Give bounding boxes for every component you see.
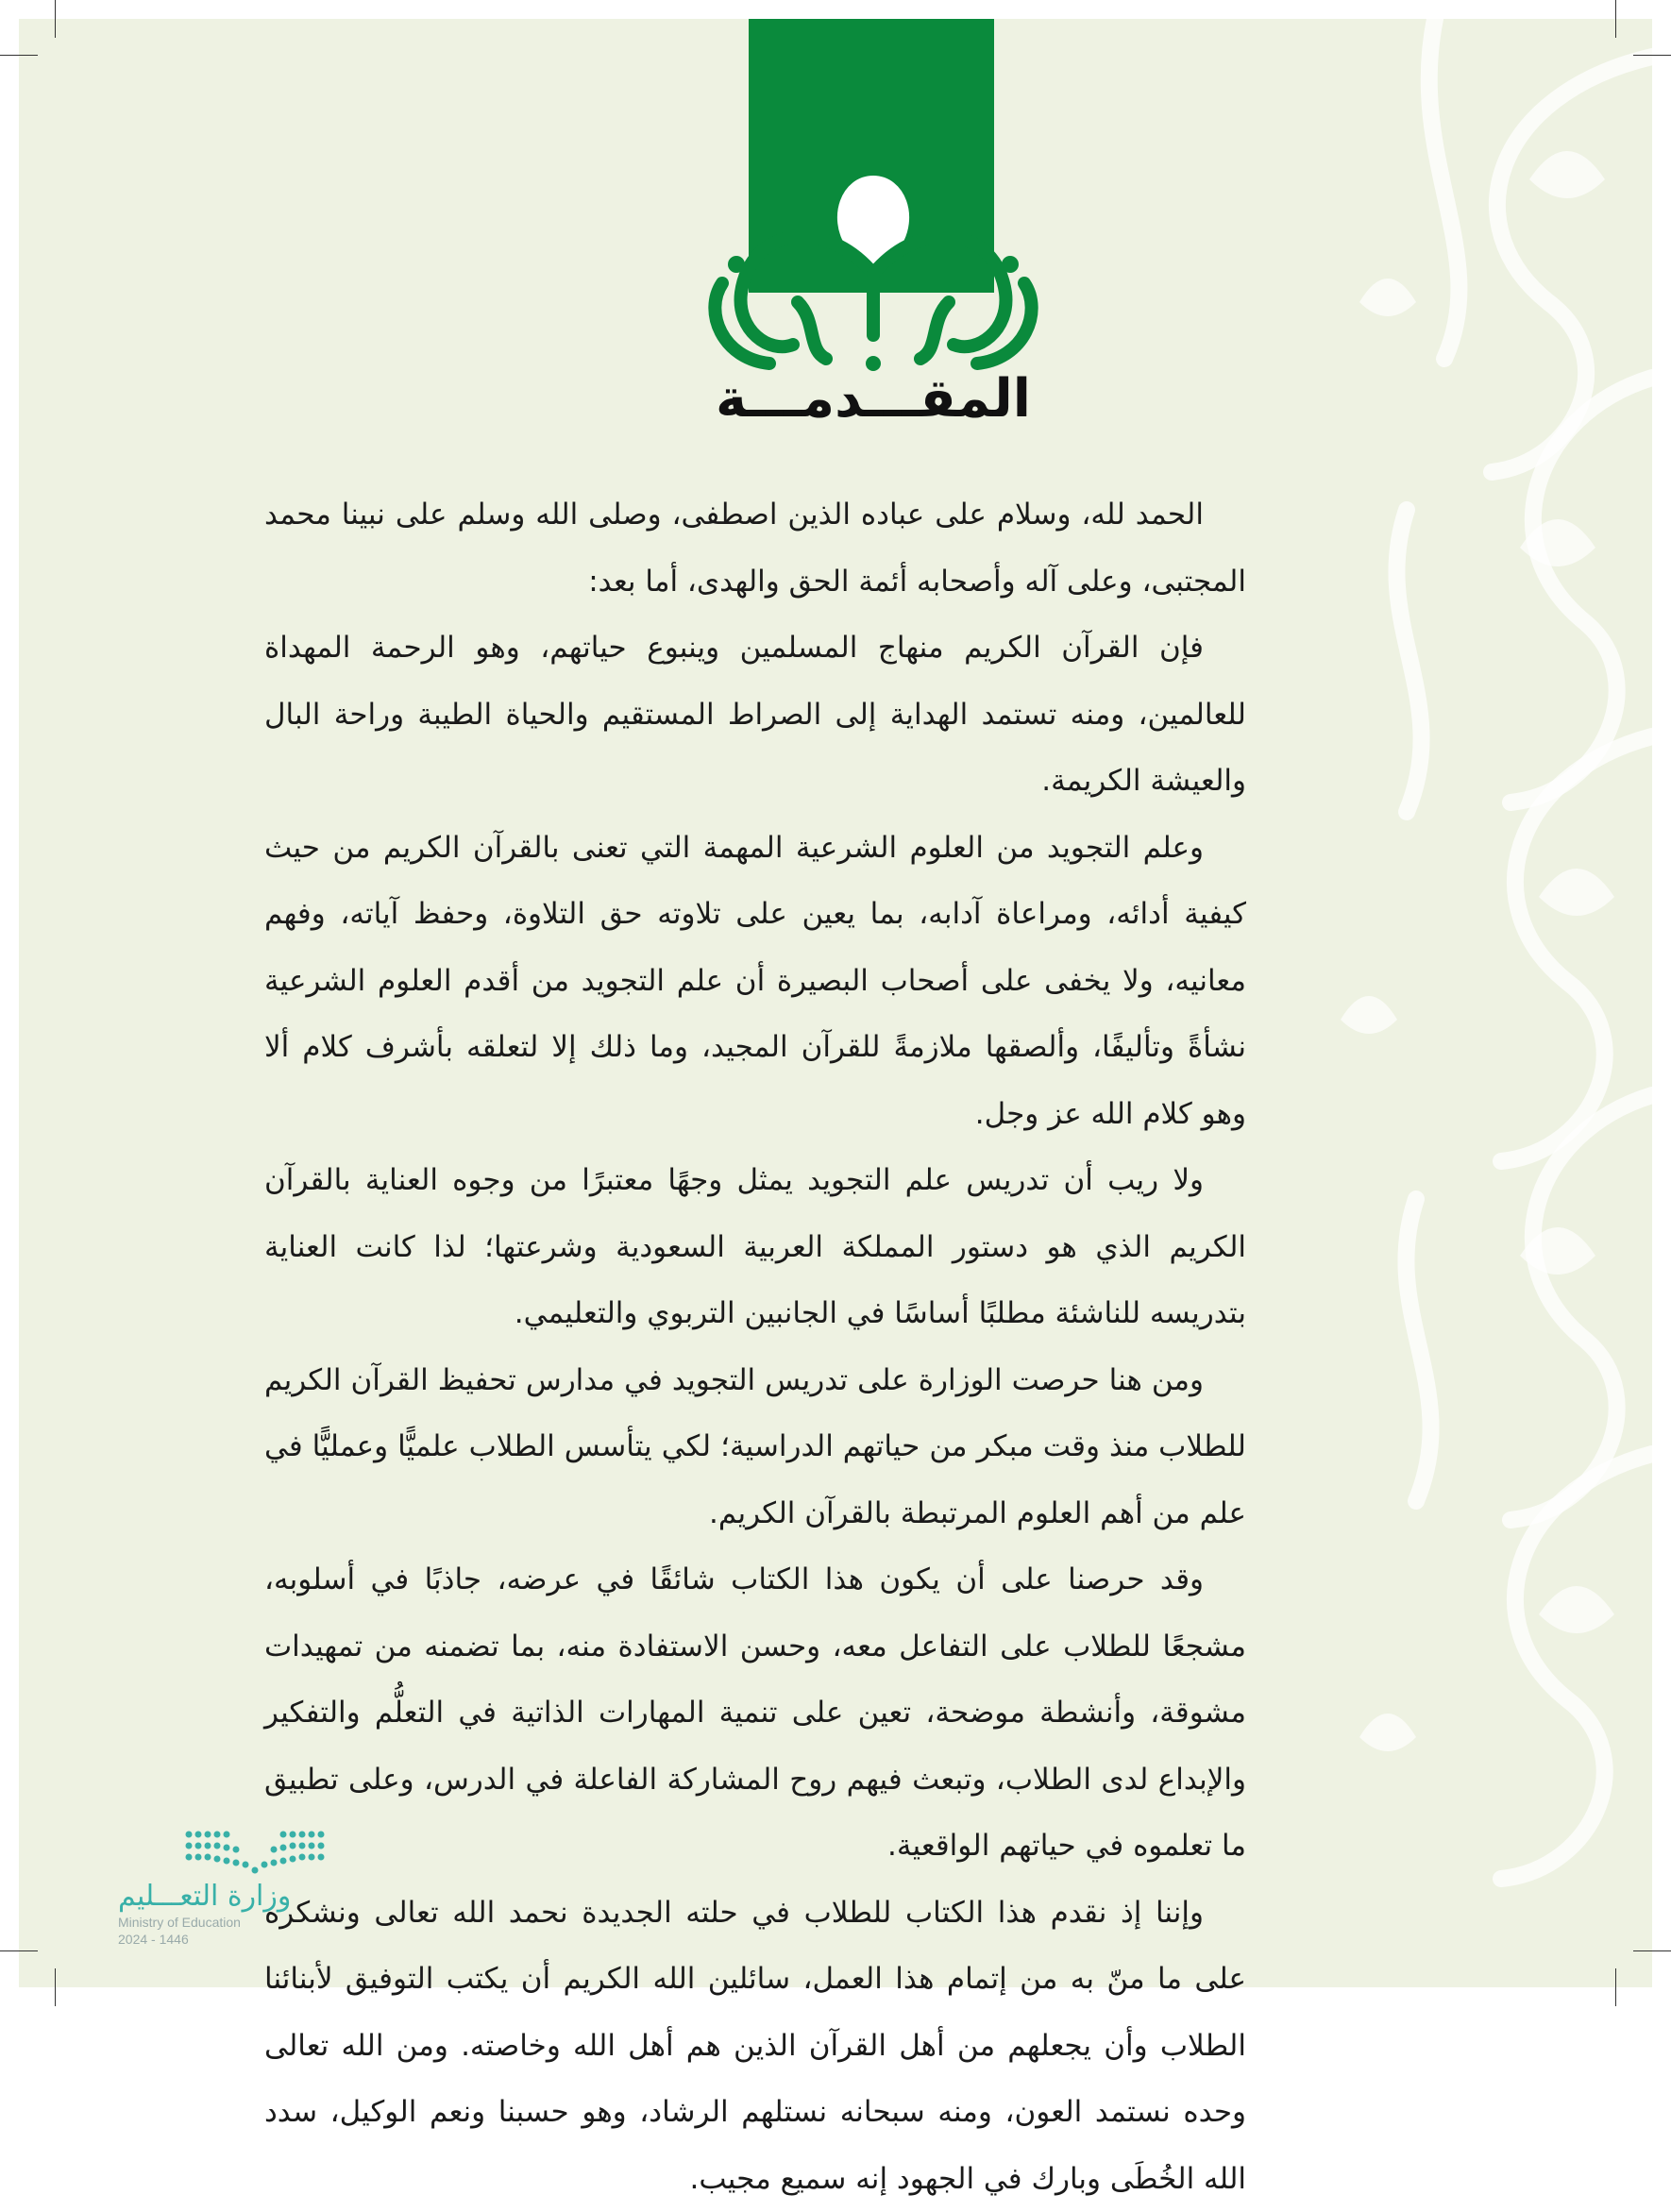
introduction-text — [264, 481, 1246, 2212]
crop-mark — [0, 55, 38, 56]
ministry-dots-icon — [184, 1827, 326, 1874]
ministry-name-arabic: وزارة التعـــليم — [118, 1880, 307, 1913]
crop-mark — [1615, 0, 1616, 38]
ornament-emblem-icon — [684, 160, 1062, 397]
crop-mark — [1633, 1950, 1671, 1951]
crop-mark — [1615, 1968, 1616, 2006]
ministry-logo — [118, 1827, 307, 1947]
crop-mark — [55, 1968, 56, 2006]
crop-mark — [1633, 55, 1671, 56]
paragraph: وقد حرصنا على أن يكون هذا الكتاب شائقًا في عرضه، جاذبًا في أسلوبه، مشجعًا للطلاب على التفاعل معه، وحسن الاستفادة منه، بما تضمنه من تمهيدات مشوقة، وأنشطة موضحة، تعين على تنمية المهارات الذاتية في التعلُّم والتفكير والإبداع لدى الطلاب، وتبعث فيهم روح المشاركة الفاعلة في الدرس، وعلى تطبيق ما تعلموه في حياتهم الواقعية. — [264, 1546, 1246, 1880]
paragraph: الحمد لله، وسلام على عباده الذين اصطفى، وصلى الله وسلم على نبينا محمد المجتبى، وعلى آله وأصحابه أئمة الحق والهدى، أما بعد: — [264, 481, 1246, 615]
paragraph: فإن القرآن الكريم منهاج المسلمين وينبوع حياتهم، وهو الرحمة المهداة للعالمين، ومنه تستمد الهداية إلى الصراط المستقيم والحياة الطيبة وراحة البال والعيشة الكريمة. — [264, 615, 1246, 815]
paragraph: ولا ريب أن تدريس علم التجويد يمثل وجهًا معتبرًا من وجوه العناية بالقرآن الكريم الذي هو دستور المملكة العربية السعودية وشرعتها؛ لذا كانت العناية بتدريسه للناشئة مطلبًا أساسًا في الجانبين التربوي والتعليمي. — [264, 1147, 1246, 1347]
page — [19, 19, 1652, 1987]
paragraph: ومن هنا حرصت الوزارة على تدريس التجويد في مدارس تحفيظ القرآن الكريم للطلاب منذ وقت مبكر من حياتهم الدراسية؛ لكي يتأسس الطلاب علميًّا وعمليًّا في علم من أهم العلوم المرتبطة بالقرآن الكريم. — [264, 1347, 1246, 1547]
crop-mark — [0, 1950, 38, 1951]
edition-year: 2024 - 1446 — [118, 1932, 307, 1947]
paragraph: وإننا إذ نقدم هذا الكتاب للطلاب في حلته الجديدة نحمد الله تعالى ونشكره على ما منّ به من إتمام هذا العمل، سائلين الله الكريم أن يكتب التوفيق لأبنائنا الطلاب وأن يجعلهم من أهل القرآن الذين هم أهل الله وخاصته. ومن الله تعالى وحده نستمد العون، ومنه سبحانه نستلهم الرشاد، وهو حسبنا ونعم الوكيل، سدد الله الخُطَى وبارك في الجهود إنه سميع مجيب. — [264, 1880, 1246, 2212]
paragraph: وعلم التجويد من العلوم الشرعية المهمة التي تعنى بالقرآن الكريم من حيث كيفية أدائه، ومراعاة آدابه، بما يعين على تلاوته حق التلاوة، وحفظ آياته، وفهم معانيه، ولا يخفى على أصحاب البصيرة أن علم التجويد من أقدم العلوم الشرعية نشأةً وتأليفًا، وألصقها ملازمةً للقرآن المجيد، وما ذلك إلا لتعلقه بأشرف كلام ألا وهو كلام الله عز وجل. — [264, 815, 1246, 1148]
ministry-name-english: Ministry of Education — [118, 1915, 307, 1930]
crop-mark — [55, 0, 56, 38]
page-title: المقـــدمـــة — [670, 368, 1076, 430]
